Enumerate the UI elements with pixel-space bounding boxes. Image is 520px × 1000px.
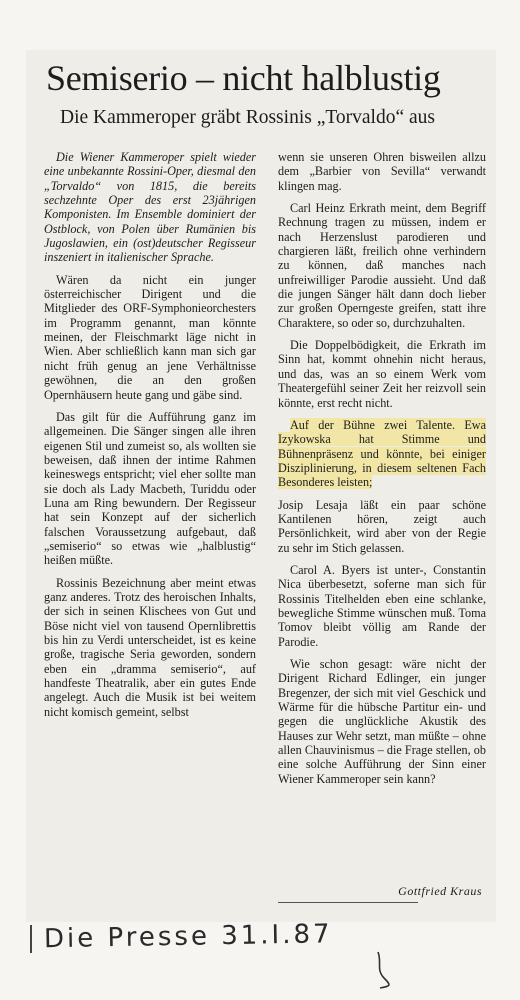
body-paragraph: Wären da nicht ein junger österreichischer Dirigent und die Mitglieder des ORF-Symphonieorchesters im Programm genannt, man könnte meinen, der Fleischmarkt läge nicht in Wien. Aber schließlich kann man sich gar nicht früh genug an jene Verhältnisse gewöhnen, die an den großen Opernhäusern heute gang und gäbe sind. bbox=[44, 272, 256, 402]
body-paragraph: wenn sie unseren Ohren bisweilen allzu dem „Barbier von Sevilla“ verwandt klingen mag. bbox=[278, 150, 486, 193]
left-column bbox=[44, 150, 256, 727]
lead-paragraph: Die Wiener Kammeroper spielt wieder eine unbekannte Rossini-Oper, diesmal den „Torvaldo“ von 1815, die bereits sechzehnte Oper des erst 23jährigen Komponisten. Im Ensemble dominiert der Ostblock, von Polen über Rumänien bis Jugoslawien, ein (ost)deutscher Regisseur inszeniert in italienischer Sprache. bbox=[44, 150, 256, 265]
body-paragraph: Carl Heinz Erkrath meint, dem Begriff Rechnung tragen zu müssen, indem er nach Herzenslust parodieren und chargieren läßt, freilich ohne verhindern zu können, daß manches nach unfreiwilliger Parodie aussieht. Und daß die jungen Sänger hält dann doch lieber zur großen Operngeste greifen, statt ihre Charaktere, so oder so, durchzuhalten. bbox=[278, 201, 486, 330]
pen-stroke bbox=[30, 925, 32, 953]
subheadline: Die Kammeroper gräbt Rossinis „Torvaldo“ aus bbox=[60, 107, 435, 128]
handwritten-source-note: Die Presse 31.I.87 bbox=[43, 919, 333, 955]
body-paragraph: Das gilt für die Aufführung ganz im allgemeinen. Die Sänger singen alle ihren eigenen Stil und zumeist so, als wollten sie beweisen, daß ihnen der intime Rahmen keineswegs entspricht; viel eher sollte man sie doch als Lady Macbeth, Turiddu oder Luna am Ring bewundern. Der Regisseur hat sein Konzept auf der sicherlich falschen Voraussetzung aufgebaut, daß „semiserio“ so etwas wie „halblustig“ heißen müßte. bbox=[44, 409, 256, 568]
byline-rule bbox=[278, 902, 418, 903]
byline: Gottfried Kraus bbox=[398, 884, 482, 898]
body-paragraph: Die Doppelbödigkeit, die Erkrath im Sinn hat, kommt ohnehin nicht heraus, und das, was an so einem Werk vom Theatergefühl seiner Zeit her reizvoll sein könnte, erst recht nicht. bbox=[278, 338, 486, 410]
body-paragraph: Wie schon gesagt: wäre nicht der Dirigent Richard Edlinger, ein junger Bregenzer, der sich mit viel Geschick und Wärme für die hübsche Partitur ein- und gegen die unglückliche Akustik des Hauses zur Wehr setzt, man müßte – ohne allen Chauvinismus – die Frage stellen, ob eine solche Aufführung der Sinn einer Wiener Kammeroper sein kann? bbox=[278, 657, 486, 786]
body-paragraph: Josip Lesaja läßt ein paar schöne Kantilenen hören, zeigt auch Persönlichkeit, wird aber von der Regie zu sehr im Stich gelassen. bbox=[278, 497, 486, 555]
headline: Semiserio – nicht halblustig bbox=[46, 58, 441, 98]
body-paragraph: Carol A. Byers ist unter-, Constantin Nica überbesetzt, soferne man sich für Rossinis Titelhelden eben eine schlanke, bewegliche Stimme wünschen muß. Toma Tomov bleibt völlig am Rande der Parodie. bbox=[278, 562, 486, 649]
highlight-marker: Auf der Bühne zwei Talente. Ewa Izykowska hat Stimme und Bühnenpräsenz und könnte, bei einiger Disziplinierung, in diesem seltenen Fach Besonderes leisten; bbox=[278, 417, 486, 490]
pen-scribble-icon bbox=[368, 950, 398, 990]
right-column bbox=[278, 150, 486, 794]
highlighted-paragraph bbox=[278, 418, 486, 490]
body-paragraph: Rossinis Bezeichnung aber meint etwas ganz anderes. Trotz des heroischen Inhalts, der sich in seinen Klischees von Gut und Böse nicht viel von tausend Opernlibrettis bis hin zu Verdi unterscheidet, ist es keine große, tragische Seria geworden, sondern eben ein „dramma semiserio“, auf handfeste Theatralik, aber ein gutes Ende angelegt. Auch die Musik ist bei weitem nicht komisch gemeint, selbst bbox=[44, 575, 256, 719]
